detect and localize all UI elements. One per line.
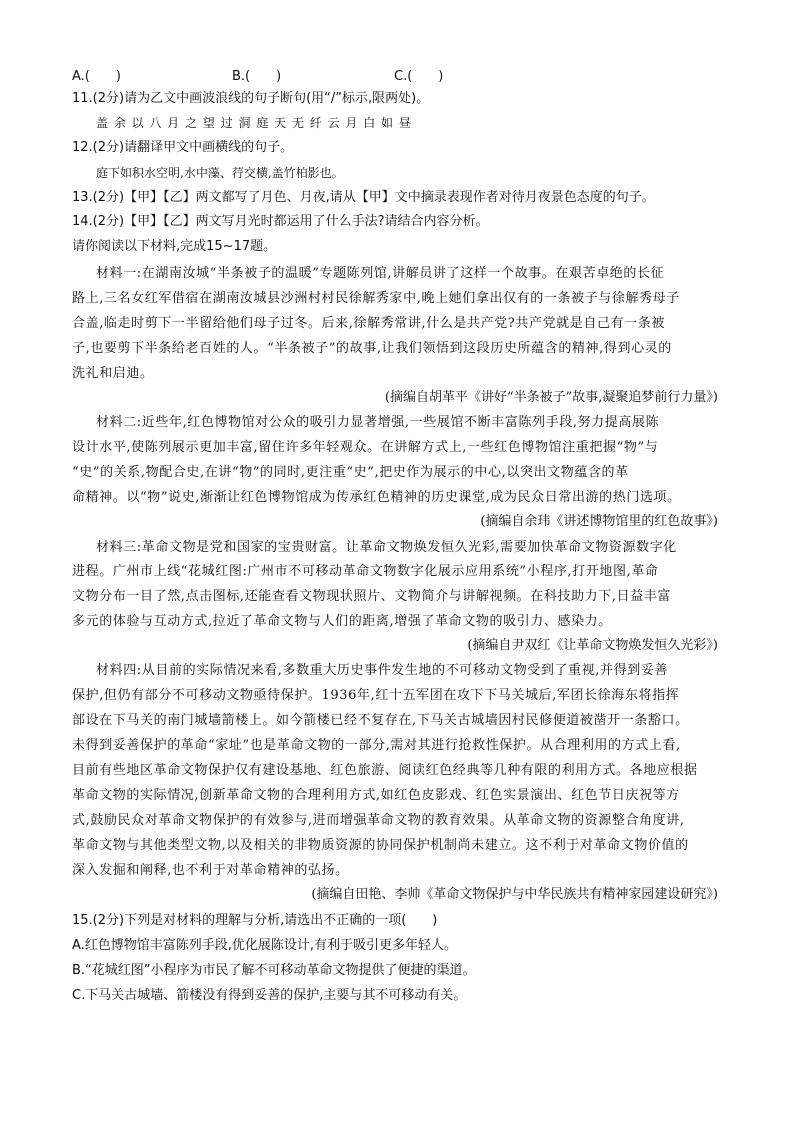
material-2-line: “史”的关系,物配合史,在讲“物”的同时,更注重“史”,把史作为展示的中心,以突出文物蕴含的革: [72, 465, 629, 480]
material-3-source: (摘编自尹双红《让革命文物焕发恒久光彩》): [467, 638, 718, 653]
material-4-line: 保护,但仍有部分不可移动文物亟待保护。1936年,红十五军团在攻下下马关城后,军团长徐海东将指挥: [72, 688, 680, 703]
material-3-line: 材料三:革命文物是党和国家的宝贵财富。让革命文物焕发恒久光彩,需要加快革命文物资源数字化: [96, 540, 677, 555]
material-3-line: 多元的体验与互动方式,拉近了革命文物与人们的距离,增强了革命文物的吸引力、感染力。: [72, 614, 612, 629]
material-4-line: 深入发掘和阐释,也不利于对革命精神的弘扬。: [72, 863, 349, 878]
question-11-stem: 11.(2分)请为乙文中画波浪线的句子断句(用“/”标示,限两处)。: [72, 91, 430, 106]
material-1-line: 子,也要剪下半条给老百姓的人。“半条被子”的故事,让我们领悟到这段历史所蕴含的精神,得到心灵的: [72, 341, 672, 356]
material-4-source: (摘编自田艳、李帅《革命文物保护与中华民族共有精神家园建设研究》): [311, 887, 718, 902]
question-15-option-a: A.红色博物馆丰富陈列手段,优化展陈设计,有利于吸引更多年轻人。: [72, 938, 458, 953]
material-2-line: 材料二:近些年,红色博物馆对公众的吸引力显著增强,一些展馆不断丰富陈列手段,努力提高展陈: [96, 415, 660, 430]
question-12-sentence: 庭下如积水空明,水中藻、荇交横,盖竹柏影也。: [96, 166, 344, 180]
question-12-stem: 12.(2分)请翻译甲文中画横线的句子。: [72, 140, 294, 155]
question-15-option-b: B.“花城红图”小程序为市民了解不可移动革命文物提供了便捷的渠道。: [72, 963, 476, 978]
material-4-line: 革命文物的实际情况,创新革命文物的合理利用方式,如红色皮影戏、红色实景演出、红色节日庆祝等方: [72, 788, 680, 803]
material-4-line: 式,鼓励民众对革命文物保护的有效参与,进而增强革命文物的教育效果。从革命文物的资源整合角度讲,: [72, 813, 685, 828]
material-2-line: 设计水平,使陈列展示更加丰富,留住许多年轻观众。在讲解方式上,一些红色博物馆注重把握“物”与: [72, 440, 659, 455]
option-a-blank: A.( ): [72, 69, 121, 84]
material-3-line: 进程。广州市上线“花城红图:广州市不可移动革命文物数字化展示应用系统”小程序,打开地图,革命: [72, 564, 659, 579]
question-14-stem: 14.(2分)【甲】【乙】两文写月光时都运用了什么手法?请结合内容分析。: [72, 214, 489, 229]
material-4-line: 部设在下马关的南门城墙箭楼上。如今箭楼已经不复存在,下马关古城墙因村民修便道被凿开一条豁口。: [72, 713, 689, 728]
material-1-line: 材料一:在湖南汝城“半条被子的温暖”专题陈列馆,讲解员讲了这样一个故事。在艰苦卓绝的长征: [96, 266, 665, 281]
material-4-line: 革命文物与其他类型文物,以及相关的非物质资源的协同保护机制尚未建立。这不利于对革命文物价值的: [72, 838, 689, 853]
material-1-source: (摘编自胡革平《讲好“半条被子”故事,凝聚追梦前行力量》): [384, 390, 718, 405]
question-15-option-c: C.下马关古城墙、箭楼没有得到妥善的保护,主要与其不可移动有关。: [72, 988, 467, 1003]
material-3-line: 文物分布一目了然,点击图标,还能查看文物现状照片、文物简介与讲解视频。在科技助力下,日益丰富: [72, 589, 671, 604]
option-b-blank: B.( ): [232, 69, 282, 84]
question-13-stem: 13.(2分)【甲】【乙】两文都写了月色、月夜,请从【甲】文中摘录表现作者对待月夜景色态度的句子。: [72, 190, 655, 205]
material-1-line: 路上,三名女红军借宿在湖南汝城县沙洲村村民徐解秀家中,晚上她们拿出仅有的一条被子与徐解秀母子: [72, 291, 680, 306]
material-2-line: 命精神。以“物”说史,渐渐让红色博物馆成为传承红色精神的历史课堂,成为民众日常出游的热门选项。: [72, 490, 681, 505]
question-11-sentence: 盖 余 以 八 月 之 望 过 洞 庭 天 无 纤 云 月 白 如 昼: [96, 116, 411, 130]
material-2-source: (摘编自余玮《讲述博物馆里的红色故事》): [480, 514, 718, 529]
question-15-stem: 15.(2分)下列是对材料的理解与分析,请选出不正确的一项( ): [72, 913, 438, 928]
option-c-blank: C.( ): [394, 69, 444, 84]
material-4-line: 目前有些地区革命文物保护仅有建设基地、红色旅游、阅读红色经典等几种有限的利用方式。各地应根据: [72, 763, 698, 778]
reading-intro: 请你阅读以下材料,完成15~17题。: [72, 239, 277, 254]
material-1-line: 洗礼和启迪。: [72, 366, 154, 381]
material-1-line: 合盖,临走时剪下一半留给他们母子过冬。后来,徐解秀常讲,什么是共产党?共产党就是自己有一条被: [72, 316, 665, 331]
material-4-line: 材料四:从目前的实际情况来看,多数重大历史事件发生地的不可移动文物受到了重视,并得到妥善: [96, 663, 669, 678]
material-4-line: 未得到妥善保护的革命“家址”也是革命文物的一部分,需对其进行抢救性保护。从合理利用的方式上看,: [72, 738, 681, 753]
